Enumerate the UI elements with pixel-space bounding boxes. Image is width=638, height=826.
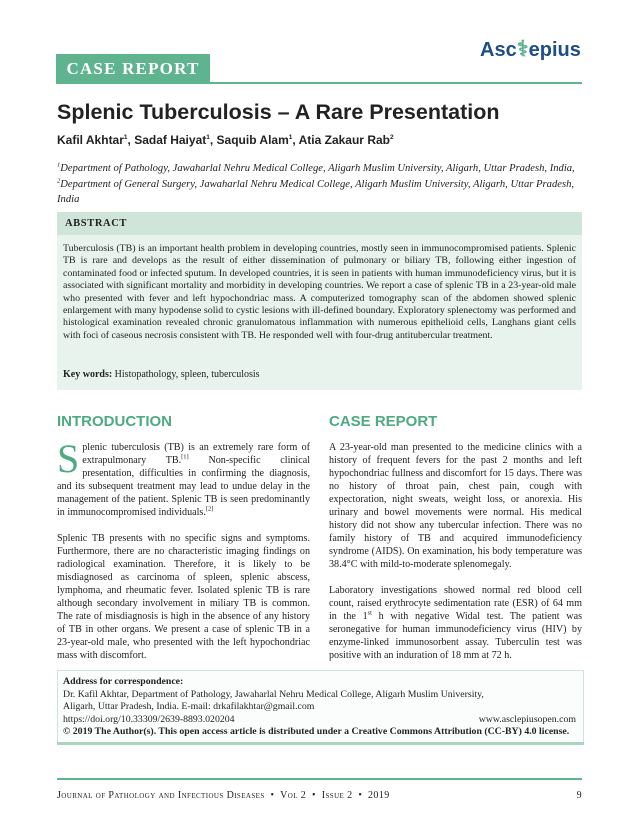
abstract-label: ABSTRACT [65, 218, 127, 229]
author-name: Sadaf Haiyat [134, 133, 207, 147]
author-name: Kafil Akhtar [57, 133, 124, 147]
author-affiliation-sup: 1 [123, 134, 128, 141]
author-affiliation-sup: 1 [206, 134, 210, 141]
keywords [63, 369, 576, 380]
footer-separator: • [270, 790, 275, 801]
footer-separator: • [358, 790, 363, 801]
intro-text: plenic tuberculosis (TB) is an extremely rare form of extrapulmonary TB. [82, 442, 310, 466]
author-name: Atia Zakaur Rab [298, 133, 390, 147]
correspondence-line-2: Aligarh, Uttar Pradesh, India. E-mail: drkafilakhtar@gmail.com [63, 701, 315, 712]
correspondence [63, 676, 576, 739]
author-list: Kafil Akhtar$^1$, Sadaf Haiyat$^1$, Saquib Alam$^1$, Atia Zakaur Rab$^2$ [57, 133, 394, 147]
logo-text-start: Asc [480, 39, 517, 61]
correspondence-underline [57, 742, 584, 745]
case-report-body [329, 441, 582, 662]
affiliation-1: Department of Pathology, Jawaharlal Nehru Medical College, Aligarh Muslim University, Aligarh, Uttar Pradesh, India, [60, 163, 575, 174]
page-footer [57, 790, 582, 801]
footer-separator: • [312, 790, 316, 801]
author-affiliation-sup: 1 [288, 134, 293, 141]
case-report-banner: CASE REPORT [56, 54, 210, 84]
abstract-text: Tuberculosis (TB) is an important health problem in developing countries, mostly seen in immunocompromised patients. Splenic TB is rare and develops as the result of either dissemination of pulmonary or biliary TB, following either ingestion of contaminated food or infected sputum. In developed countries, it is seen in patients with human immunodeficiency virus, but it is associated with significant mortality and morbidity in developing countries. We report a case of splenic TB in a 23-year-old male who presented with fever and left hypochondriac mass. A computerized tomography scan of the abdomen showed splenic enlargement with many hypodense solid to cystic lesions with ill-defined boundary. Exploratory splenectomy was performed and histological examination revealed chronic granulomatous inflammation with numerous epithelioid cells, Langhans giant cells with foci of caseous necrosis consistent with TB. He responded well with four-drug antitubercular treatment. [63, 243, 576, 341]
case-report-heading: CASE REPORT [329, 413, 438, 430]
header-rule [210, 82, 582, 84]
intro-text: Non-specific clinical presentation, difficulties in confirming the diagnosis, and its subsequent treatment may lead to undue delay in the management of the patient. Splenic TB is seen predominantly in immunocompromised individuals. [57, 455, 310, 518]
keywords-list: Histopathology, spleen, tuberculosis [114, 369, 260, 380]
affiliation-sup: 2 [57, 176, 61, 184]
author-affiliation-sup: 2 [389, 134, 394, 141]
page-number: 9 [576, 790, 582, 801]
doi-link[interactable]: https://doi.org/10.33309/2639-8893.020204 [63, 713, 235, 725]
year: 2019 [368, 790, 390, 801]
affiliation-2: Department of General Surgery, Jawaharlal Nehru Medical College, Aligarh Muslim University, Aligarh, Uttar Pradesh, India [57, 178, 575, 205]
website-link[interactable]: www.asclepiusopen.com [478, 713, 576, 725]
case-paragraph-2 [329, 584, 582, 662]
correspondence-label: Address for correspondence: [63, 676, 184, 687]
caduceus-icon: ⚕ [516, 36, 529, 61]
journal-name: Journal of Pathology and Infectious Diseases [57, 790, 265, 801]
volume: Vol 2 [280, 790, 307, 801]
affiliations [57, 161, 582, 208]
case-paragraph-1: A 23-year-old man presented to the medicine clinics with a history of frequent fevers for the past 2 months and left hypochondriac fullness and discomfort for 15 days. There was no history of throat pain, chest pain, cough with expectoration, night sweats, weight loss, or anorexia. His urinary and bowel movements were normal. His medical history did not show any tubercular infection. There was no family history of TB and acquired immunodeficiency syndrome (AIDS). On examination, his body temperature was 38.4°C with mild-to-moderate splenomegaly. [329, 442, 582, 570]
intro-paragraph-2: Splenic TB presents with no specific signs and symptoms. Furthermore, there are no characteristic imaging findings on radiological examination. Therefore, it is likely to be misdiagnosed as carcinoma of spleen, splenic abscess, lymphoma, and rheumatic fever. Isolated splenic TB is rare although secondary involvement in miliary TB is common. The rate of misdiagnosis is high in the absence of any history of TB in other organs. We present a case of splenic TB in a 23-year-old male, who presented with the left hypochondriac mass with discomfort. [57, 533, 310, 661]
citation-ref: [1] [181, 453, 189, 461]
introduction-body [57, 436, 310, 662]
drop-cap: S [57, 436, 80, 481]
license-statement: © 2019 The Author(s). This open access article is distributed under a Creative Commons Attribution (CC-BY) 4.0 license. [63, 726, 570, 737]
case-text: h with negative Widal test. The patient was seronegative for human immunodeficiency virus (HIV) by enzyme-linked immunosorbent assay. Tuberculin test was positive with an induration of 18 mm at 72 h. [329, 611, 582, 661]
asclepius-logo [480, 36, 580, 70]
affiliation-sup: 1 [57, 161, 61, 169]
article-title: Splenic Tuberculosis – A Rare Presentation [57, 100, 500, 124]
ordinal-sup: st [367, 609, 372, 617]
abstract-header-bar [57, 212, 582, 235]
citation-ref: [2] [205, 505, 214, 513]
intro-paragraph-1 [57, 436, 310, 519]
logo-text-end: epius [528, 39, 581, 61]
author-name: Saquib Alam [216, 133, 289, 147]
introduction-heading: INTRODUCTION [57, 413, 172, 430]
issue: Issue 2 [321, 790, 353, 801]
footer-rule [57, 778, 582, 780]
case-text: Laboratory investigations showed normal red blood cell count, raised erythrocyte sedimentation rate (ESR) of 64 mm in the 1 [329, 585, 582, 622]
keywords-label: Key words: [63, 369, 113, 380]
correspondence-line-1: Dr. Kafil Akhtar, Department of Pathology, Jawaharlal Nehru Medical College, Aligarh Muslim University, [63, 688, 484, 700]
